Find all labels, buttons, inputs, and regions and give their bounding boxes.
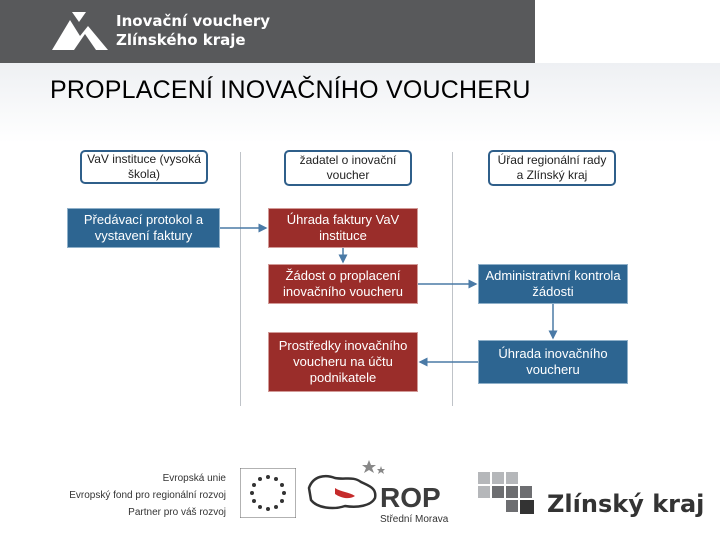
lane-header-label: VaV instituce (vysoká škola) (87, 152, 201, 181)
eu-flag-icon (240, 468, 296, 518)
page-title: PROPLACENÍ INOVAČNÍHO VOUCHERU (50, 76, 531, 104)
zlinsky-kraj-logo-icon (478, 472, 544, 516)
step-label: Úhrada faktury VaV instituce (286, 212, 400, 243)
eu-text (69, 470, 226, 521)
step-label: Úhrada inovačního voucheru (498, 346, 608, 377)
step-label: Administrativní kontrola žádosti (485, 268, 621, 299)
eu-line3: Partner pro váš rozvoj (128, 507, 226, 518)
step-label: Prostředky inovačního voucheru na účtu podnikatele (278, 338, 408, 385)
zlinsky-kraj-text: Zlínský kraj (547, 490, 705, 518)
header-title-line2: Zlínského kraje (116, 31, 246, 49)
step-label: Předávací protokol a vystavení faktury (83, 212, 204, 243)
rop-logo-text: ROP (380, 482, 441, 513)
lane-header-label: žadatel o inovační voucher (299, 153, 397, 182)
czech-map-stars-icon (305, 458, 385, 520)
header-title-line1: Inovační vouchery (116, 12, 271, 30)
lane-header-label: Úřad regionální rady a Zlínský kraj (497, 153, 607, 182)
eu-line2: Evropský fond pro regionální rozvoj (69, 490, 226, 501)
step-label: Žádost o proplacení inovačního voucheru (283, 268, 403, 299)
eu-line1: Evropská unie (162, 473, 226, 484)
rop-subtitle: Střední Morava (380, 514, 449, 525)
